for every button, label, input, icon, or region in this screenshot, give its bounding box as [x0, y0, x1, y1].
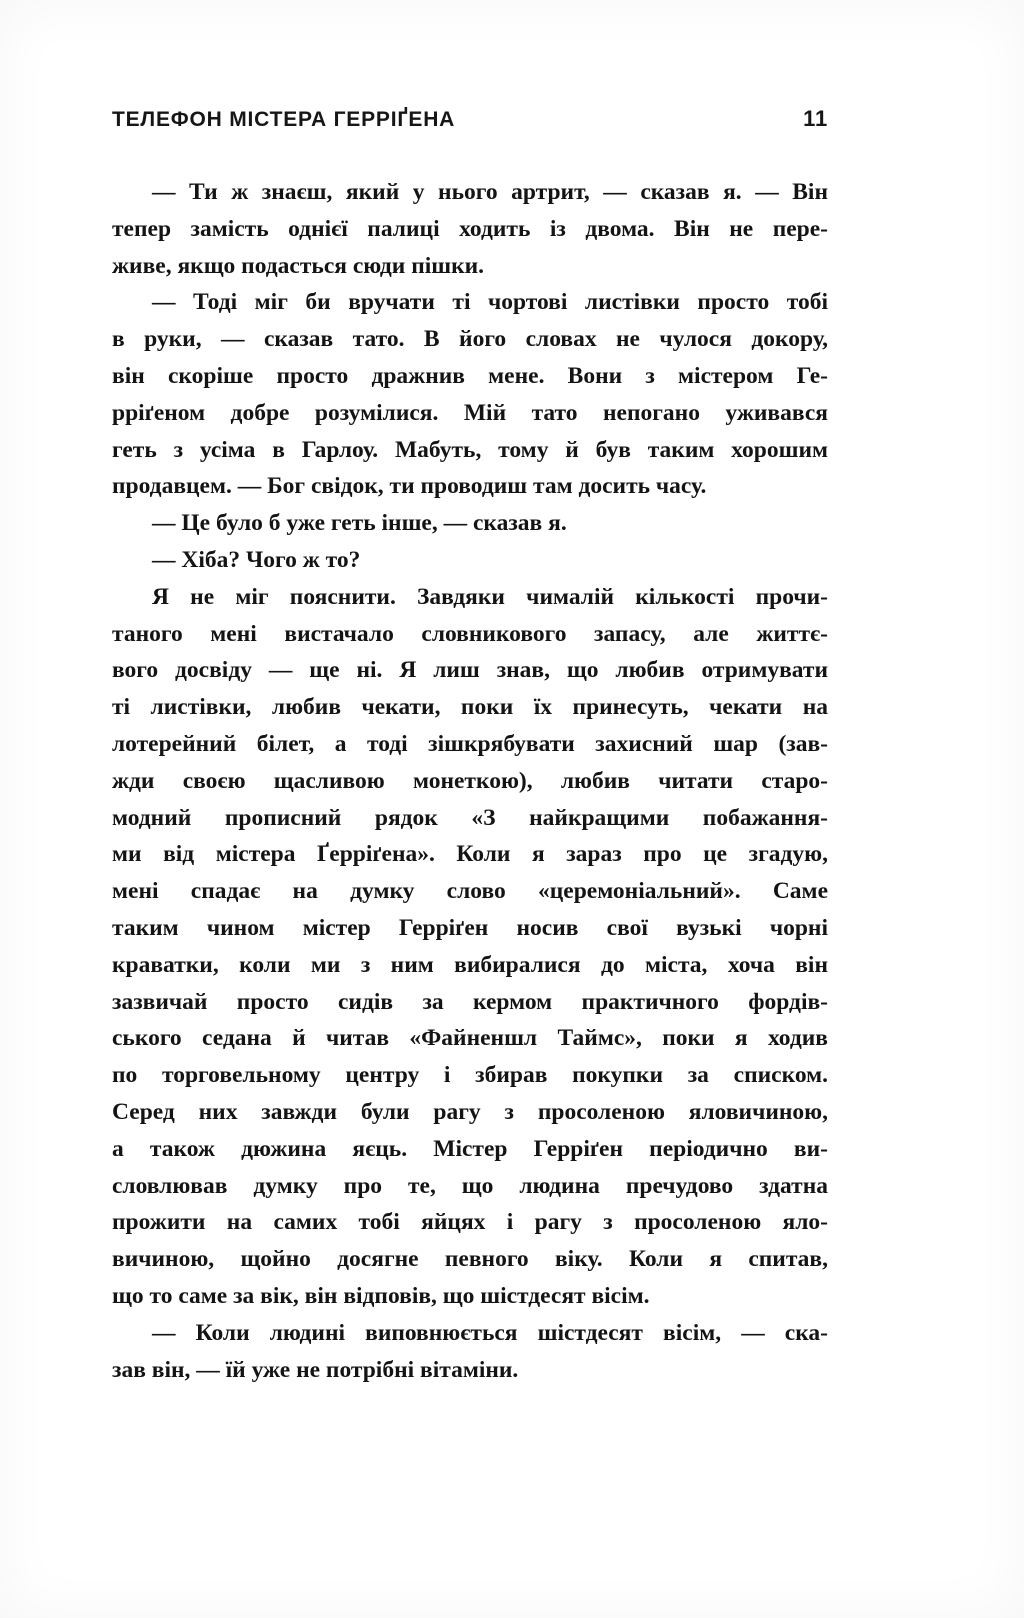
- text-line: — Це було б уже геть інше, — сказав я.: [152, 510, 567, 537]
- running-header: [112, 106, 828, 132]
- text-line: — Ти ж знаєш, який у нього артрит, — сказав я. — Він: [152, 179, 828, 205]
- text-line: ті листівки, любив чекати, поки їх принесуть, чекати на: [112, 694, 828, 721]
- text-line: а також дюжина яєць. Містер Герріґен періодично ви-: [112, 1135, 828, 1162]
- text-line: в руки, — сказав тато. В його словах не чулося докору,: [112, 326, 828, 353]
- text-line: він скоріше просто дражнив мене. Вони з містером Ге-: [112, 362, 828, 389]
- text-line: — Тоді міг би вручати ті чортові листівки просто тобі: [152, 289, 828, 316]
- paragraph: [112, 579, 828, 1315]
- text-line: вичиною, щойно досягне певного віку. Коли я спитав,: [112, 1246, 828, 1273]
- page-body: [112, 174, 828, 1388]
- text-line: по торговельному центру і збирав покупки за списком.: [112, 1062, 828, 1089]
- text-line: лотерейний білет, а тоді зішкрябувати захисний шар (зав-: [112, 730, 828, 757]
- text-line: живе, якщо подасться сюди пішки.: [112, 252, 485, 279]
- text-line: вого досвіду — ще ні. Я лиш знав, що любив отримувати: [112, 657, 828, 684]
- text-line: прожити на самих тобі яйцях і рагу з просоленою яло-: [112, 1209, 828, 1236]
- text-line: зав він, — їй уже не потрібні вітаміни.: [112, 1356, 519, 1383]
- text-line: продавцем. — Бог свідок, ти проводиш там досить часу.: [112, 473, 707, 500]
- text-line: жди своєю щасливою монеткою), любив читати старо-: [112, 767, 828, 794]
- page-number: 11: [803, 106, 828, 131]
- paragraph: [112, 284, 828, 505]
- paragraph: [112, 542, 828, 579]
- page-content: [112, 106, 828, 1388]
- paragraph: [112, 174, 828, 284]
- text-line: таного мені вистачало словникового запасу, але життє-: [112, 620, 828, 647]
- text-line: — Хіба? Чого ж то?: [152, 546, 361, 573]
- text-line: модний прописний рядок «З найкращими побажання-: [112, 804, 828, 831]
- text-line: що то саме за вік, він відповів, що шістдесят вісім.: [112, 1282, 650, 1309]
- text-line: тепер замість однієї палиці ходить із двома. Він не пере-: [112, 215, 828, 242]
- text-line: зазвичай просто сидів за кермом практичного фордів-: [112, 988, 828, 1015]
- paragraph: [112, 505, 828, 542]
- text-line: ського седана й читав «Файненшл Таймс», поки я ходив: [112, 1025, 828, 1052]
- text-line: таким чином містер Герріґен носив свої вузькі чорні: [112, 914, 828, 941]
- paragraph: [112, 1315, 828, 1389]
- text-line: Я не міг пояснити. Завдяки чималій кількості прочи-: [152, 583, 828, 610]
- text-line: — Коли людині виповнюється шістдесят вісім, — ска-: [152, 1319, 828, 1346]
- running-header-title: ТЕЛЕФОН МІСТЕРА ГЕРРІҐЕНА: [112, 108, 456, 131]
- text-line: мені спадає на думку слово «церемоніальний». Саме: [112, 878, 828, 905]
- text-line: ми від містера Ґерріґена». Коли я зараз про це згадую,: [112, 841, 828, 868]
- text-line: Серед них завжди були рагу з просоленою яловичиною,: [112, 1098, 828, 1125]
- text-line: рріґеном добре розумілися. Мій тато непогано уживався: [112, 399, 828, 426]
- text-line: геть з усіма в Гарлоу. Мабуть, тому й був таким хорошим: [112, 436, 828, 463]
- text-line: краватки, коли ми з ним вибиралися до міста, хоча він: [112, 951, 828, 978]
- text-line: словлював думку про те, що людина пречудово здатна: [112, 1172, 828, 1199]
